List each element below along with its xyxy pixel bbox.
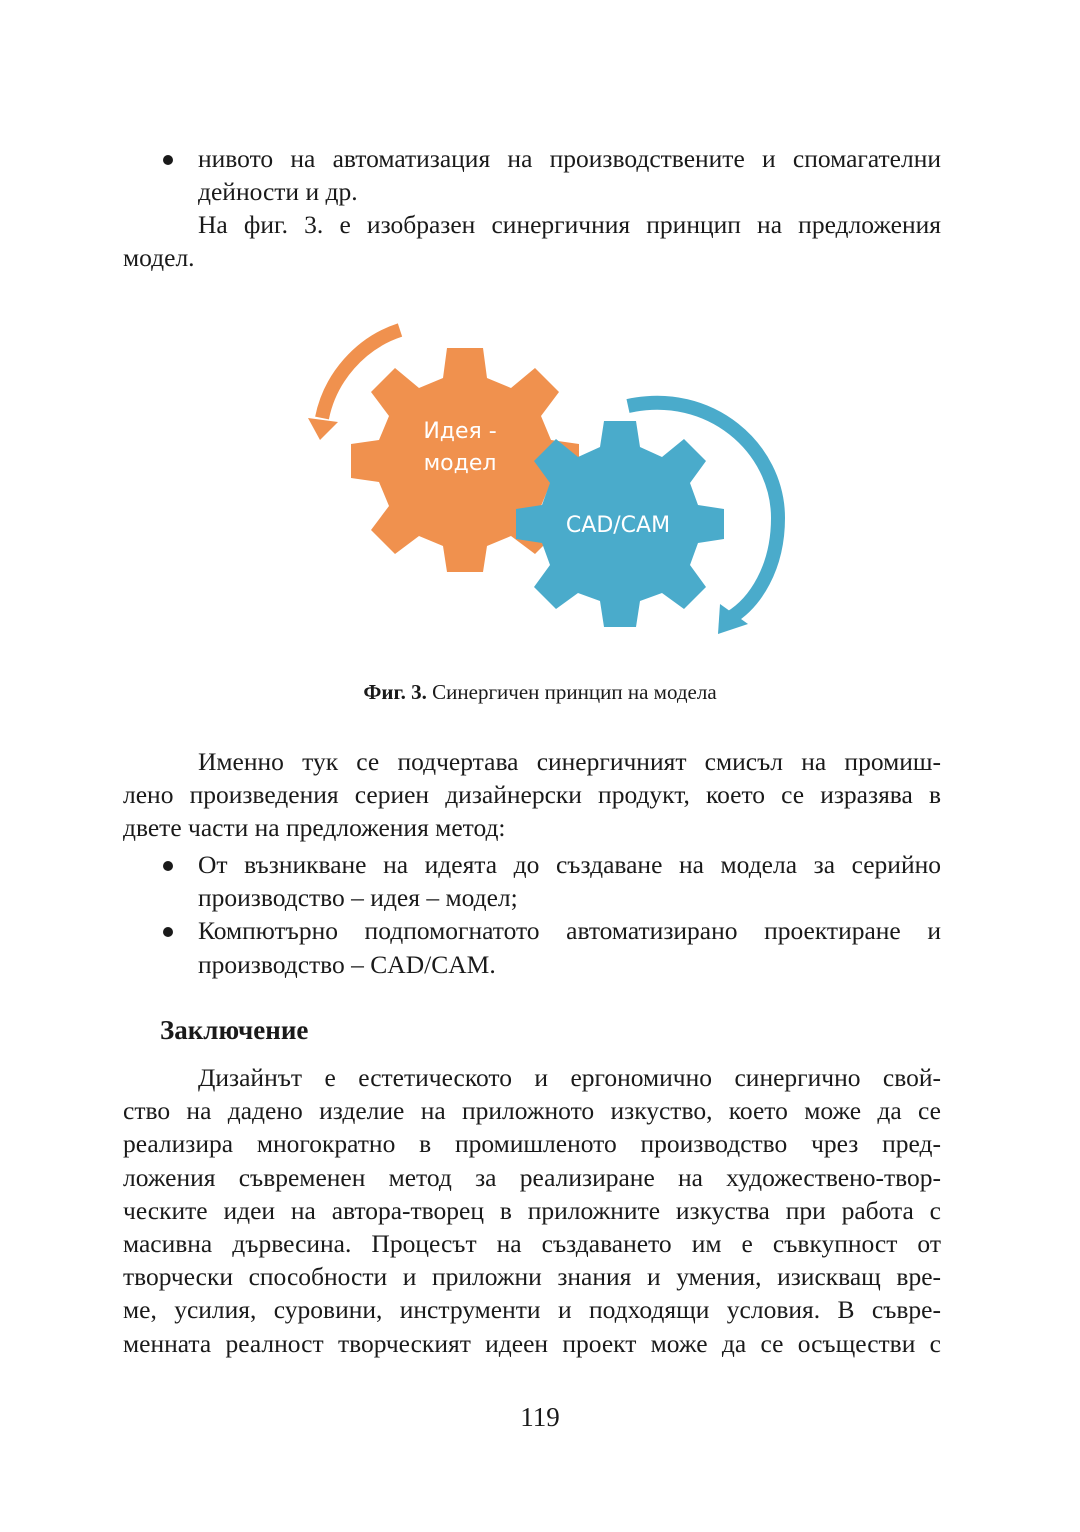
list-item <box>123 142 941 208</box>
paragraph-line: Дизайнът е естетическото и ергономично синергично свой- <box>198 1063 941 1092</box>
bullet-text-line: производство – идея – модел; <box>198 883 518 913</box>
bullet-text-line: производство – CAD/CAM. <box>198 949 496 979</box>
caption-label: Фиг. 3. <box>363 680 427 704</box>
section-heading: Заключение <box>160 1015 309 1045</box>
bullet-text-line: Компютърно подпомогнатото автоматизирано проектиране и <box>198 916 941 946</box>
bullet-icon <box>163 927 173 937</box>
bullet-list <box>123 848 941 981</box>
paragraph-line: лено произведения сериен дизайнерски продукт, което се изразява в <box>123 780 941 810</box>
intro-paragraph <box>123 208 941 274</box>
bullet-icon <box>163 155 173 165</box>
gear-left-label: Идея - <box>423 419 497 444</box>
list-item <box>123 914 941 980</box>
paragraph-line: реализира многократно в промишленото производство чрез пред- <box>123 1129 941 1159</box>
orange-arrowhead-icon <box>308 418 338 440</box>
top-bullet-block <box>123 142 941 208</box>
paragraph-line: ство на дадено изделие на приложното изкуство, което може да се <box>123 1096 941 1126</box>
paragraph-line: менната реалност творческият идеен проект може да се осъществи с <box>123 1328 941 1358</box>
list-item <box>123 848 941 914</box>
bullet-text-line: От възникване на идеята до създаване на модела за серийно <box>198 850 941 879</box>
figure-gears <box>300 318 800 648</box>
caption-text: Синергичен принцип на модела <box>426 680 717 704</box>
paragraph-line: модел. <box>123 243 195 273</box>
page-number: 119 <box>520 1402 560 1432</box>
gear-right-label: CAD/CAM <box>565 513 671 538</box>
gears-diagram <box>300 318 800 648</box>
figure-caption <box>0 680 1080 705</box>
bullet-icon <box>163 861 173 871</box>
paragraph-line: двете части на предложения метод: <box>123 813 506 843</box>
paragraph-line: масивна дървесина. Процесът на създаването им е съвкупност от <box>123 1229 941 1259</box>
paragraph-line: ме, усилия, суровини, инструменти и подходящи условия. В съвре- <box>123 1295 941 1325</box>
conclusion-paragraph <box>123 1061 941 1360</box>
paragraph-line: Именно тук се подчертава синергичният смисъл на промиш- <box>198 747 941 776</box>
paragraph-line: ложения съвременен метод за реализиране на художествено-твор- <box>123 1162 941 1192</box>
bullet-text-line: нивото на автоматизация на производствените и спомагателни <box>198 144 941 173</box>
paragraph-line: творчески способности и приложни знания и умения, изискващ вре- <box>123 1262 941 1292</box>
paragraph-line: ческите идеи на автора-творец в приложните изкуства при работа с <box>123 1195 941 1225</box>
paragraph-2 <box>123 745 941 845</box>
gear-left-label: модел <box>423 451 497 476</box>
paragraph-line: На фиг. 3. е изобразен синергичния принцип на предложения <box>198 210 941 239</box>
bullet-text-line: дейности и др. <box>198 177 358 207</box>
